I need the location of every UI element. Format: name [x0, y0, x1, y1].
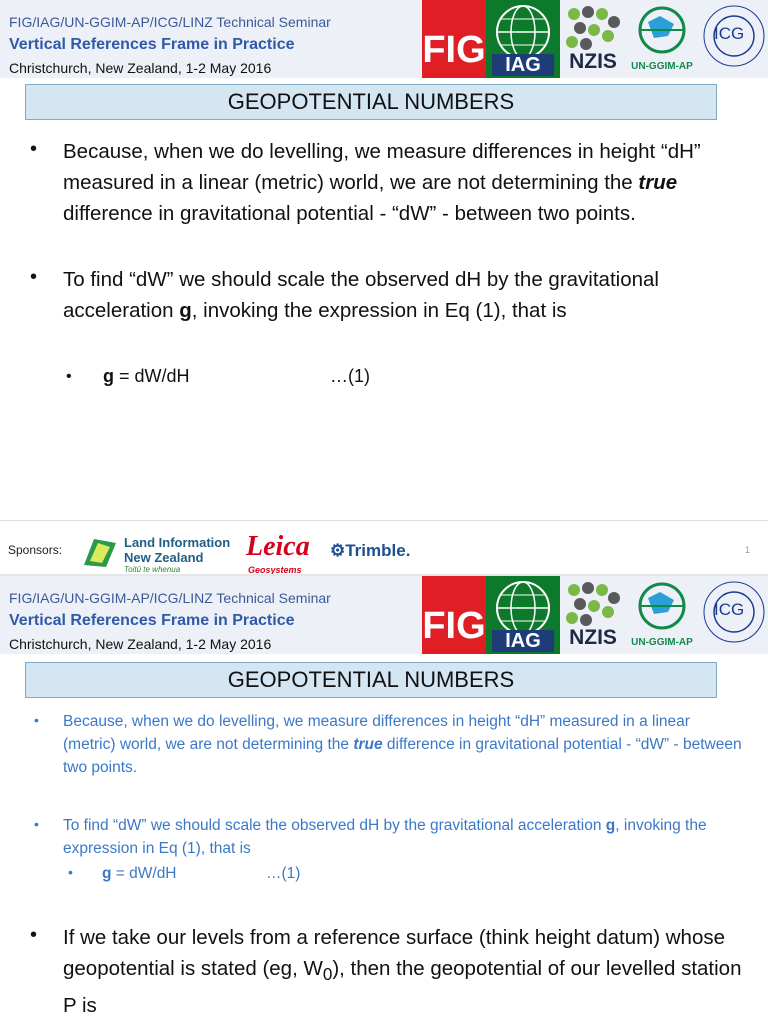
- sub-bullet-marker: •: [68, 864, 73, 880]
- bullet-marker: •: [34, 816, 39, 832]
- slide-header: [0, 0, 768, 78]
- linz-emblem-icon: [80, 535, 120, 569]
- iag-logo: IAG: [486, 576, 560, 654]
- sub-bullet-marker: •: [66, 368, 72, 385]
- page-number: 1: [744, 545, 750, 555]
- bullet-marker: •: [34, 712, 39, 728]
- fig-logo: FIG: [422, 0, 486, 78]
- slide-title: GEOPOTENTIAL NUMBERS: [25, 84, 717, 120]
- sponsor-bar: [0, 520, 768, 574]
- un-ggim-ap-logo: UN-GGIM-AP: [626, 0, 698, 78]
- linz-name: Land Information New Zealand: [124, 535, 231, 565]
- bullet-marker: •: [30, 138, 38, 160]
- bullet-text-find-dw: To find “dW” we should scale the observed dH by the gravitational acceleration g, invoking the expression in Eq (1), that is: [63, 268, 659, 322]
- bullet-text-levelling: Because, when we do levelling, we measure differences in height “dH” measured in a linear (metric) world, we are not determining the true difference in gravitational potential - “dW” - between two points.: [63, 713, 742, 776]
- icg-logo: ICG: [700, 0, 768, 78]
- trimble-logo: ⚙Trimble.: [330, 541, 411, 560]
- seminar-subtitle: Vertical References Frame in Practice: [9, 36, 295, 53]
- ungg-globe-icon: [626, 578, 698, 634]
- linz-tagline: Toitū te whenua: [124, 565, 181, 574]
- equation-1: g = dW/dH: [102, 865, 177, 882]
- seminar-location: Christchurch, New Zealand, 1-2 May 2016: [9, 636, 272, 652]
- equation-1-number: …(1): [266, 865, 301, 882]
- seminar-location: Christchurch, New Zealand, 1-2 May 2016: [9, 60, 272, 76]
- slide-2: [0, 576, 768, 1024]
- ungg-globe-icon: [626, 2, 698, 58]
- un-ggim-ap-logo: UN-GGIM-AP: [626, 576, 698, 654]
- fig-logo: FIG: [422, 576, 486, 654]
- leica-subtitle: Geosystems: [248, 565, 302, 574]
- bullet-marker: •: [30, 266, 38, 288]
- bullet-text-find-dw: To find “dW” we should scale the observed dH by the gravitational acceleration g, invoking the expression in Eq (1), that is: [63, 817, 707, 857]
- bullet-text-reference-surface: If we take our levels from a reference surface (think height datum) whose geopotential is stated (eg, $W_0$), then the geopotential of our levelled station P is: [63, 926, 742, 1018]
- leica-logo: Leica: [246, 531, 310, 562]
- bullet-marker: •: [30, 924, 38, 946]
- linz-logo: [80, 535, 240, 574]
- seminar-title: FIG/IAG/UN-GGIM-AP/ICG/LINZ Technical Seminar: [9, 590, 331, 606]
- slide-title: GEOPOTENTIAL NUMBERS: [25, 662, 717, 698]
- slide-header: [0, 576, 768, 654]
- seminar-subtitle: Vertical References Frame in Practice: [9, 612, 295, 629]
- seminar-title: FIG/IAG/UN-GGIM-AP/ICG/LINZ Technical Seminar: [9, 14, 331, 30]
- equation-1-number: …(1): [330, 366, 370, 386]
- iag-logo: IAG: [486, 0, 560, 78]
- nzis-logo: NZIS: [562, 0, 624, 78]
- partner-logos: [422, 576, 768, 654]
- nzis-dots-icon: [562, 578, 624, 628]
- partner-logos: [422, 0, 768, 78]
- icg-logo: ICG: [700, 576, 768, 654]
- sponsors-label: Sponsors:: [8, 543, 63, 557]
- bullet-text-levelling: Because, when we do levelling, we measure differences in height “dH” measured in a linear (metric) world, we are not determining the true difference in gravitational potential - “dW” - between two points.: [63, 140, 701, 225]
- equation-1: g = dW/dH: [103, 366, 190, 386]
- nzis-dots-icon: [562, 2, 624, 52]
- nzis-logo: NZIS: [562, 576, 624, 654]
